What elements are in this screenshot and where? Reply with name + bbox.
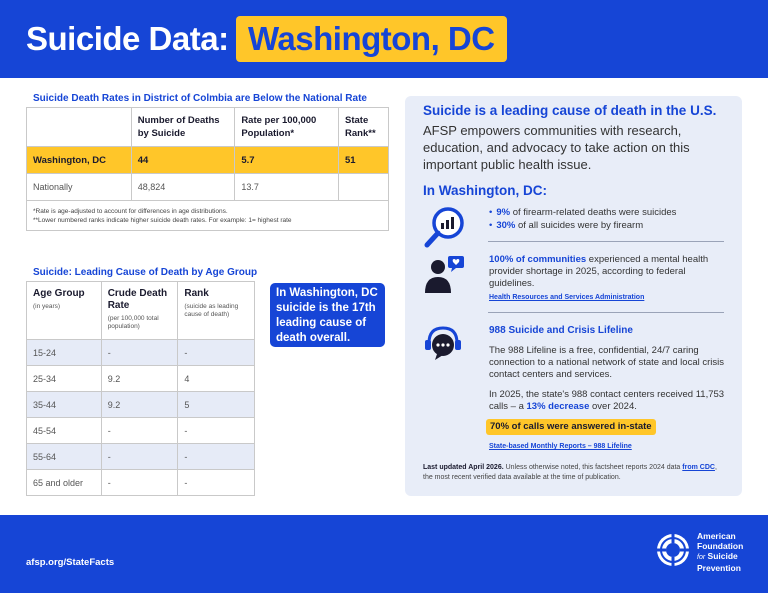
divider — [488, 312, 724, 313]
shortage-source-link[interactable]: Health Resources and Services Administration — [489, 294, 645, 301]
col-rank-label: Rank — [184, 288, 209, 299]
col-age-label: Age Group — [33, 288, 85, 299]
table-header — [27, 108, 132, 147]
table-cell: 35-44 — [27, 392, 102, 418]
col-age-sub: (in years) — [33, 303, 61, 310]
table-header-row — [27, 282, 255, 340]
shortage-value: 100% of communities — [489, 254, 587, 265]
firearm-stat-1: • 9% of firearm-related deaths were suicides — [489, 207, 677, 218]
table-cell: Washington, DC — [27, 147, 132, 174]
footer-url-link[interactable]: afsp.org/StateFacts — [26, 557, 115, 568]
age-table — [26, 281, 255, 496]
table-cell: - — [101, 470, 178, 496]
table-cell: 5 — [178, 392, 255, 418]
table-header: Number of Deaths by Suicide — [131, 108, 235, 147]
note-rate: *Rate is age-adjusted to account for differences in age distributions. — [33, 207, 228, 215]
org-line-4: Prevention — [697, 563, 741, 573]
table-row — [27, 174, 389, 201]
table-cell: 25-34 — [27, 366, 102, 392]
table-cell: Nationally — [27, 174, 132, 201]
table-header: Rate per 100,000 Population* — [235, 108, 339, 147]
table-row — [27, 366, 255, 392]
shortage-desc: experienced a mental health provider shortage in 2025, according to federal guidelines. — [489, 254, 709, 289]
org-line-3 — [697, 551, 743, 563]
update-date: Last updated April 2026. — [423, 464, 504, 471]
org-line-2: Foundation — [697, 541, 744, 551]
table-cell: 51 — [339, 147, 389, 174]
table-cell: - — [101, 444, 178, 470]
lifebuoy-logo-icon — [655, 532, 691, 568]
table-cell: 44 — [131, 147, 235, 174]
table-header — [27, 282, 102, 340]
lifeline-title: 988 Suicide and Crisis Lifeline — [489, 325, 633, 336]
note-rank: **Lower numbered ranks indicate higher suicide death rates. For example: 1= highest rate — [33, 216, 292, 224]
person-chat-icon — [423, 253, 467, 297]
page-title-location: Washington, DC — [236, 16, 507, 62]
update-note — [423, 463, 728, 483]
table-cell: - — [178, 470, 255, 496]
table-cell: 15-24 — [27, 340, 102, 366]
table-row — [27, 147, 389, 174]
org-suicide: Suicide — [707, 551, 738, 561]
lifeline-source-link[interactable]: State-based Monthly Reports – 988 Lifeline — [489, 443, 632, 450]
table-cell: 13.7 — [235, 174, 339, 201]
shortage-text — [489, 254, 725, 290]
footer — [0, 515, 768, 593]
update-text: Unless otherwise noted, this factsheet reports 2024 data — [505, 464, 681, 471]
table-header-row — [27, 108, 389, 147]
table-header — [101, 282, 178, 340]
table-cell: 65 and older — [27, 470, 102, 496]
panel-subtitle: In Washington, DC: — [423, 183, 547, 198]
table-cell: - — [178, 444, 255, 470]
org-for: for — [697, 554, 706, 561]
table-cell: 5.7 — [235, 147, 339, 174]
firearm-stat-2-text: of all suicides were by firearm — [517, 220, 644, 231]
table-cell: 48,824 — [131, 174, 235, 201]
answered-badge: 70% of calls were answered in-state — [486, 419, 656, 435]
table-row — [27, 340, 255, 366]
table-cell: - — [101, 340, 178, 366]
table-cell: - — [178, 418, 255, 444]
rates-table — [26, 107, 389, 231]
col-rate-sub: (per 100,000 total population) — [107, 315, 159, 330]
magnifier-chart-icon — [423, 205, 467, 249]
table-row — [27, 470, 255, 496]
firearm-stat-1-value: 9% — [496, 207, 511, 218]
table-header — [178, 282, 255, 340]
org-line-1: American — [697, 531, 736, 541]
table-row — [27, 444, 255, 470]
table-cell: 55-64 — [27, 444, 102, 470]
firearm-stat-1-text: of firearm-related deaths were suicides — [512, 207, 677, 218]
header — [0, 0, 768, 78]
divider — [488, 241, 724, 242]
col-rate-label: Crude Death Rate — [107, 288, 168, 311]
cdc-link[interactable]: from CDC — [682, 464, 715, 471]
table-row — [27, 392, 255, 418]
lifeline-calls-post: over 2024. — [592, 401, 637, 412]
table-notes — [27, 201, 389, 231]
col-rank-sub: (suicide as leading cause of death) — [184, 303, 239, 318]
table-cell: 9.2 — [101, 392, 178, 418]
org-name — [697, 531, 743, 573]
table-cell: 9.2 — [101, 366, 178, 392]
panel-intro: AFSP empowers communities with research, education, and advocacy to take action on this important public health issue. — [423, 123, 690, 172]
lifeline-decrease: 13% decrease — [526, 401, 590, 412]
table-cell — [339, 174, 389, 201]
table-notes-row — [27, 201, 389, 231]
panel-title: Suicide is a leading cause of death in the U.S. — [423, 103, 717, 118]
lifeline-calls — [489, 389, 725, 413]
firearm-stat-2: • 30% of all suicides were by firearm — [489, 220, 644, 231]
table-cell: 45-54 — [27, 418, 102, 444]
table-cell: 4 — [178, 366, 255, 392]
table-cell: - — [101, 418, 178, 444]
page-title: Suicide Data: — [26, 20, 229, 57]
lifeline-desc: The 988 Lifeline is a free, confidential, 24/7 caring connection to a national network of state and local crisis contact centers and services. — [489, 345, 724, 380]
firearm-stat-2-value: 30% — [496, 220, 516, 231]
headset-chat-icon — [423, 323, 467, 367]
age-section-title: Suicide: Leading Cause of Death by Age Group — [33, 267, 258, 278]
rates-section-title: Suicide Death Rates in District of Colmbia are Below the National Rate — [33, 93, 367, 104]
table-row — [27, 418, 255, 444]
leading-cause-callout: In Washington, DC suicide is the 17th leading cause of death overall. — [270, 283, 385, 347]
table-header: State Rank** — [339, 108, 389, 147]
lifeline-calls-pre: In 2025, the state's 988 contact centers received 11,753 calls – a — [489, 389, 725, 412]
table-cell: - — [178, 340, 255, 366]
update-tail: , the most recent verified data available at the time of publication. — [423, 464, 717, 481]
